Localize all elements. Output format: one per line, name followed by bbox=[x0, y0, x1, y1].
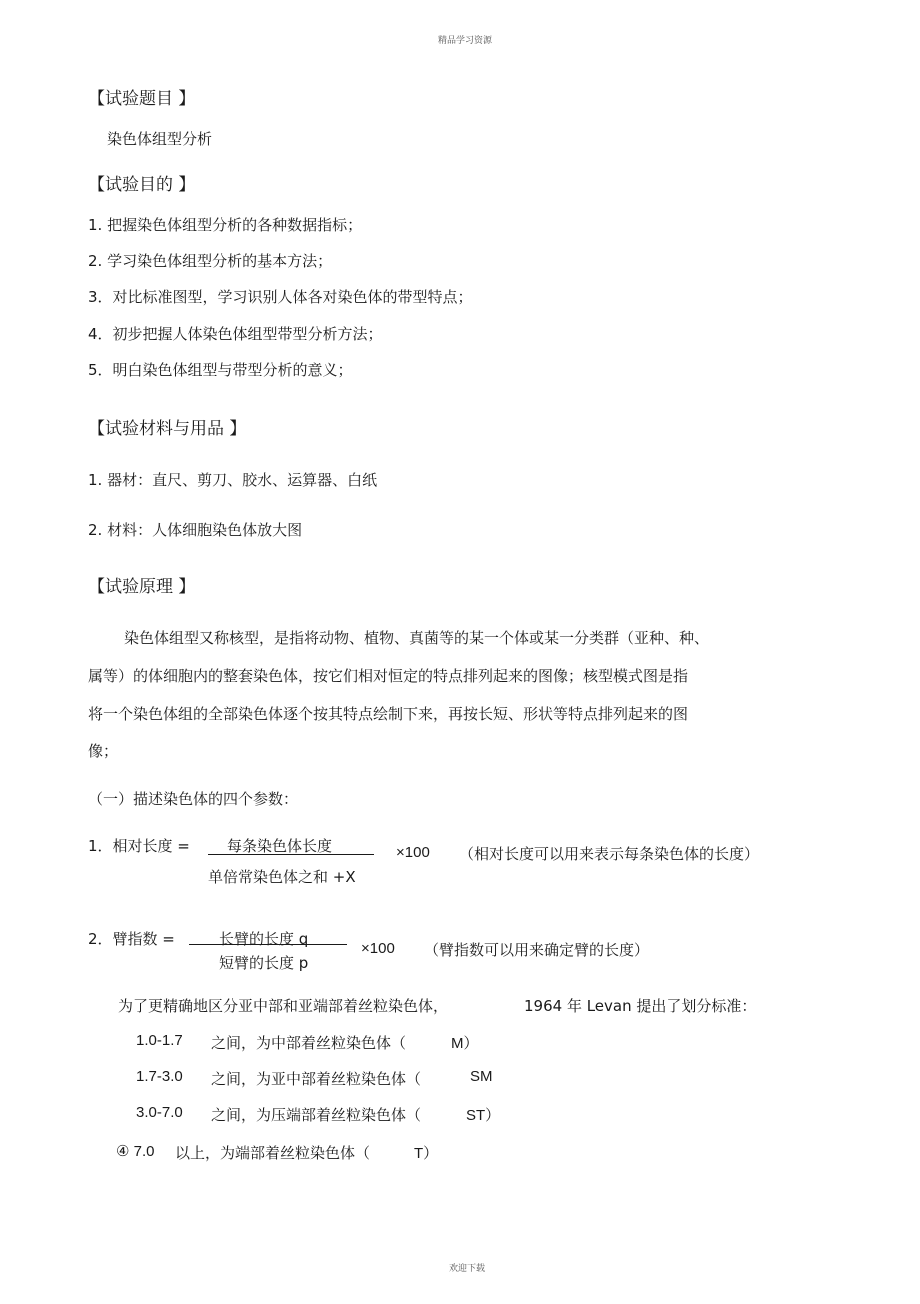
formula1-numerator: 每条染色体长度 bbox=[227, 837, 333, 855]
criteria-text: 之间，为亚中部着丝粒染色体（ bbox=[211, 1070, 422, 1088]
principle-line: 染色体组型又称核型，是指将动物、植物、真菌等的某一个体或某一分类群（亚种、种、 bbox=[124, 629, 710, 647]
formula1-note: （相对长度可以用来表示每条染色体的长度） bbox=[459, 845, 760, 863]
criteria-range: 3.0-7.0 bbox=[136, 1104, 183, 1121]
experiment-title: 染色体组型分析 bbox=[107, 130, 213, 148]
heading-purpose: 【试验目的 】 bbox=[88, 175, 196, 195]
materials-item: 1. 器材：直尺、剪刀、胶水、运算器、白纸 bbox=[88, 471, 378, 489]
formula2-numerator: 长臂的长度 q bbox=[219, 930, 309, 948]
criteria-last-text: 以上，为端部着丝粒染色体（ bbox=[175, 1144, 371, 1162]
heading-principle: 【试验原理 】 bbox=[88, 577, 196, 597]
purpose-item: 2. 学习染色体组型分析的基本方法； bbox=[88, 252, 333, 270]
formula1-denominator: 单倍常染色体之和 +X bbox=[208, 868, 356, 886]
formula2-multiplier: ×100 bbox=[361, 940, 395, 957]
params-heading: （一）描述染色体的四个参数： bbox=[88, 790, 299, 808]
heading-title: 【试验题目 】 bbox=[88, 89, 196, 109]
criteria-last-prefix: ④ 7.0 bbox=[116, 1143, 155, 1160]
principle-line: 属等）的体细胞内的整套染色体，按它们相对恒定的特点排列起来的图像；核型模式图是指 bbox=[88, 667, 689, 685]
formula2-label: 2．臂指数 = bbox=[88, 930, 175, 948]
materials-item: 2. 材料：人体细胞染色体放大图 bbox=[88, 521, 303, 539]
criteria-code: M） bbox=[451, 1035, 479, 1052]
formula2-denominator: 短臂的长度 p bbox=[219, 954, 309, 972]
formula2-note: （臂指数可以用来确定臂的长度） bbox=[424, 941, 650, 959]
criteria-text: 之间，为中部着丝粒染色体（ bbox=[211, 1034, 407, 1052]
criteria-code: ST） bbox=[466, 1107, 501, 1124]
levan-year: 1964 年 Levan 提出了划分标准： bbox=[524, 997, 757, 1015]
page-footer: 欢迎下载 bbox=[449, 1264, 486, 1274]
page-header: 精品学习资源 bbox=[438, 36, 493, 46]
formula1-fraction-bar bbox=[208, 854, 374, 855]
purpose-item: 3．对比标准图型，学习识别人体各对染色体的带型特点； bbox=[88, 288, 473, 306]
levan-intro: 为了更精确地区分亚中部和亚端部着丝粒染色体， bbox=[118, 997, 449, 1015]
criteria-range: 1.0-1.7 bbox=[136, 1032, 183, 1049]
criteria-range: 1.7-3.0 bbox=[136, 1068, 183, 1085]
criteria-text: 之间，为压端部着丝粒染色体（ bbox=[211, 1106, 422, 1124]
principle-line: 将一个染色体组的全部染色体逐个按其特点绘制下来，再按长短、形状等特点排列起来的图 bbox=[88, 705, 689, 723]
purpose-item: 1. 把握染色体组型分析的各种数据指标； bbox=[88, 216, 363, 234]
principle-line: 像； bbox=[88, 742, 119, 760]
purpose-item: 5．明白染色体组型与带型分析的意义； bbox=[88, 361, 353, 379]
formula1-multiplier: ×100 bbox=[396, 844, 430, 861]
criteria-code: SM bbox=[470, 1068, 493, 1085]
heading-materials: 【试验材料与用品 】 bbox=[88, 419, 247, 439]
purpose-item: 4．初步把握人体染色体组型带型分析方法； bbox=[88, 325, 383, 343]
formula2-fraction-bar bbox=[189, 944, 347, 945]
criteria-last-code: T） bbox=[414, 1145, 439, 1162]
formula1-label: 1．相对长度 = bbox=[88, 837, 190, 855]
